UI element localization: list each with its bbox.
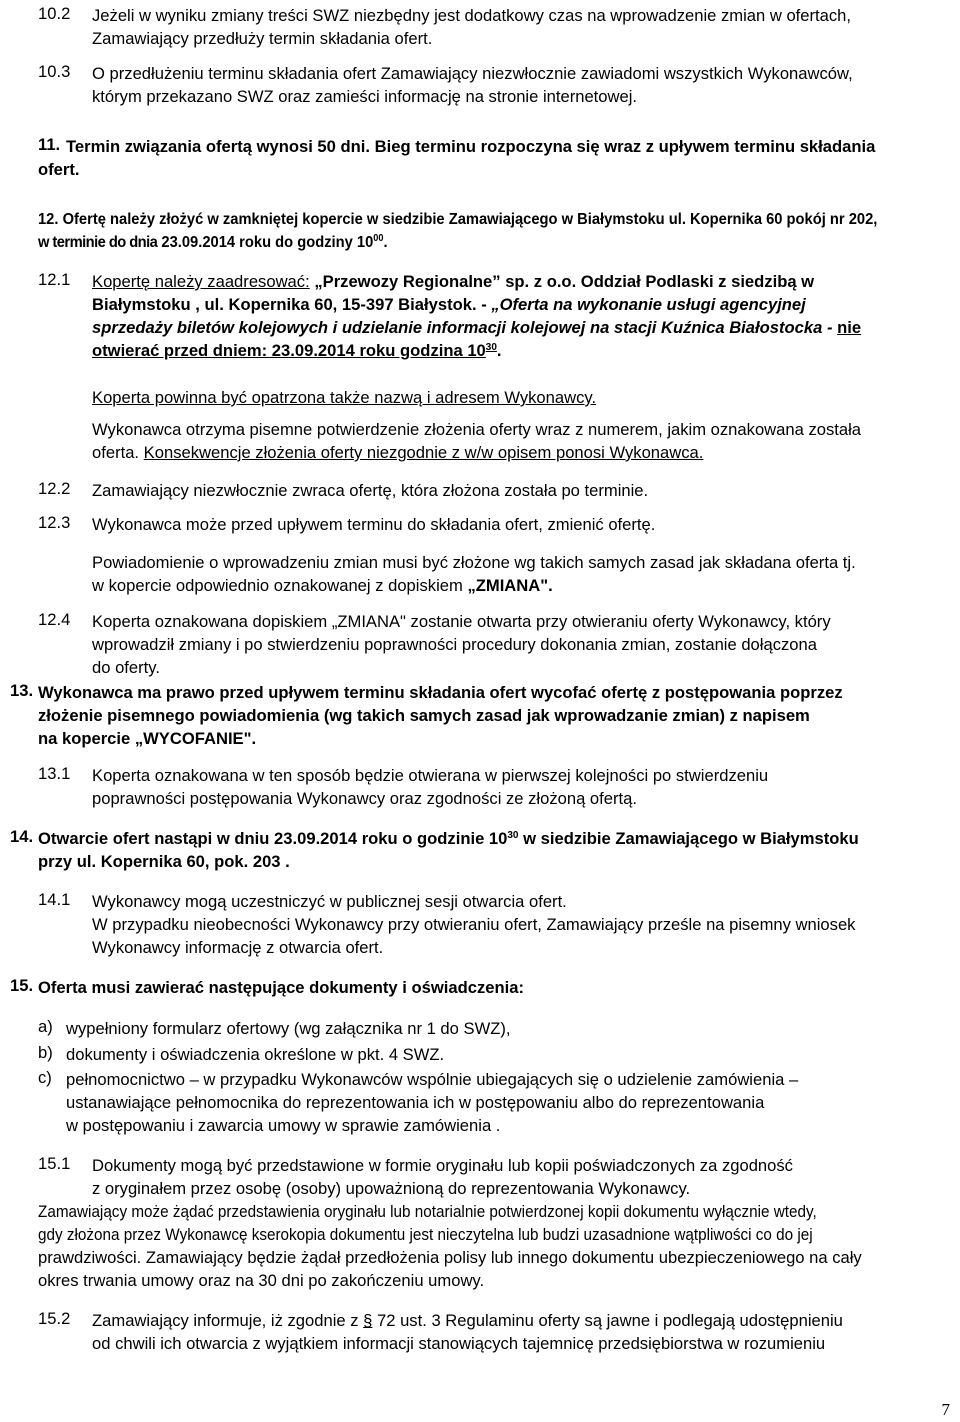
change-notice-paragraph: Powiadomienie o wprowadzeniu zmian musi być złożone wg takich samych zasad jak składana oferta tj. w kopercie odpowiednio oznakowanej z dopiskiem „ZMIANA". [92,553,856,595]
paragraph-12-2: Zamawiający niezwłocznie zwraca ofertę, która złożona została po terminie. [92,481,649,500]
section-number: 12.2 [38,479,71,498]
section-number: 11. [38,135,61,154]
section-number: 13. [10,681,34,700]
section-number: 10.3 [38,62,71,81]
section-number: 12.1 [38,270,71,289]
confirmation-paragraph: Wykonawca otrzyma pisemne potwierdzenie złożenia oferty wraz z numerem, jakim oznakowana została oferta. Konsekwencje złożenia oferty niezgodnie z w/w opisem ponosi Wykonawca. [92,420,862,462]
paragraph-12-1: Kopertę należy zaadresować: „Przewozy Regionalne” sp. z o.o. Oddział Podlaski z siedzibą w Białymstoku , ul. Kopernika 60, 15-397 Białystok. - „Oferta na wykonanie usługi agencyjnej sprzedaży biletów kolejowych i udzielanie informacji kolejowej na stacji Kuźnica Białostocka - nie otwierać przed dniem: 23.09.2014 roku godzina $10^{30}$. [92,272,862,360]
section-number: 12.3 [38,513,71,532]
section-number: 15. [10,976,34,995]
page-number: 7 [941,1400,950,1419]
copy-requirements-paragraph: Zamawiający może żądać przedstawienia oryginału lub notarialnie potwierdzonej kopii dokumentu wyłącznie wtedy, gdy złożona przez Wykonawcę kserokopia dokumentu jest nieczytelna lub budzi uzasadnione wątpliwości co do jej prawdziwości. Zamawiający będzie żądał przedłożenia polisy lub innego dokumentu ubezpieczeniowego na cały okres trwania umowy oraz na 30 dni po zakończeniu umowy. [38,1202,862,1290]
section-number: 10.2 [38,4,71,23]
section-number: 15.1 [38,1154,71,1173]
section-number: 12. [38,211,59,228]
paragraph-12-3: Wykonawca może przed upływem terminu do składania ofert, zmienić ofertę. [92,515,656,534]
paragraph-10-3: O przedłużeniu terminu składania ofert Zamawiający niezwłocznie zawiadomi wszystkich Wykonawców, którym przekazano SWZ oraz zamieści informację na stronie internetowej. [92,64,853,106]
paragraph-12: 12. Ofertę należy złożyć w zamkniętej kopercie w siedzibie Zamawiającego w Białymstoku ul. Kopernika 60 pokój nr 202, w terminie do dnia 23.09.2014 roku do godziny $10^{00}$. [38,211,878,251]
section-number: 14.1 [38,890,71,909]
list-item: wypełniony formularz ofertowy (wg załącznika nr 1 do SWZ), [66,1019,511,1038]
list-item-label: a) [38,1017,53,1036]
paragraph-15-2: Zamawiający informuje, iż zgodnie z § 72 ust. 3 Regulaminu oferty są jawne i podlegają udostępnieniu od chwili ich otwarcia z wyjątkiem informacji stanowiących tajemnicę przedsiębiorstwa w rozumieniu [92,1311,843,1353]
list-item: dokumenty i oświadczenia określone w pkt. 4 SWZ. [66,1045,445,1064]
paragraph-11: Termin związania ofertą wynosi 50 dni. Bieg terminu rozpoczyna się wraz z upływem terminu składania ofert. [38,137,876,179]
envelope-note: Koperta powinna być opatrzona także nazwą i adresem Wykonawcy. [92,388,597,407]
paragraph-13-1: Koperta oznakowana w ten sposób będzie otwierana w pierwszej kolejności po stwierdzeniu poprawności postępowania Wykonawcy oraz zgodności ze złożoną ofertą. [92,766,769,808]
list-item-label: c) [38,1068,52,1087]
section-number: 14. [10,827,34,846]
paragraph-15: Oferta musi zawierać następujące dokumenty i oświadczenia: [38,978,524,997]
paragraph-14: Otwarcie ofert nastąpi w dniu 23.09.2014 roku o godzinie $10^{30}$ w siedzibie Zamawiającego w Białymstoku przy ul. Kopernika 60, pok. 203 . [38,829,859,871]
section-number: 13.1 [38,764,71,783]
paragraph-14-1: Wykonawcy mogą uczestniczyć w publicznej sesji otwarcia ofert. W przypadku nieobecności Wykonawcy przy otwieraniu ofert, Zamawiający prześle na pisemny wniosek Wykonawcy informację z otwarcia ofert. [92,892,856,957]
list-item: pełnomocnictwo – w przypadku Wykonawców wspólnie ubiegających się o udzielenie zamówienia – ustanawiające pełnomocnika do reprezentowania ich w postępowaniu albo do reprezentowania w postępowaniu i zawarcia umowy w sprawie zamówienia . [66,1070,799,1135]
list-item-label: b) [38,1043,53,1062]
paragraph-10-2: Jeżeli w wyniku zmiany treści SWZ niezbędny jest dodatkowy czas na wprowadzenie zmian w ofertach, Zamawiający przedłuży termin składania ofert. [92,6,852,48]
section-number: 15.2 [38,1309,71,1328]
paragraph-15-1: Dokumenty mogą być przedstawione w formie oryginału lub kopii poświadczonych za zgodność z oryginałem przez osobę (osoby) upoważnioną do reprezentowania Wykonawcy. [92,1156,793,1198]
paragraph-13: Wykonawca ma prawo przed upływem terminu składania ofert wycofać ofertę z postępowania poprzez złożenie pisemnego powiadomienia (wg takich samych zasad jak wprowadzanie zmian) z napisem na kopercie „WYCOFANIE". [38,683,843,748]
paragraph-12-4: Koperta oznakowana dopiskiem „ZMIANA" zostanie otwarta przy otwieraniu oferty Wykonawcy, który wprowadził zmiany i po stwierdzeniu poprawności procedury dokonania zmian, zostanie dołączona do oferty. [92,612,831,677]
section-number: 12.4 [38,610,71,629]
